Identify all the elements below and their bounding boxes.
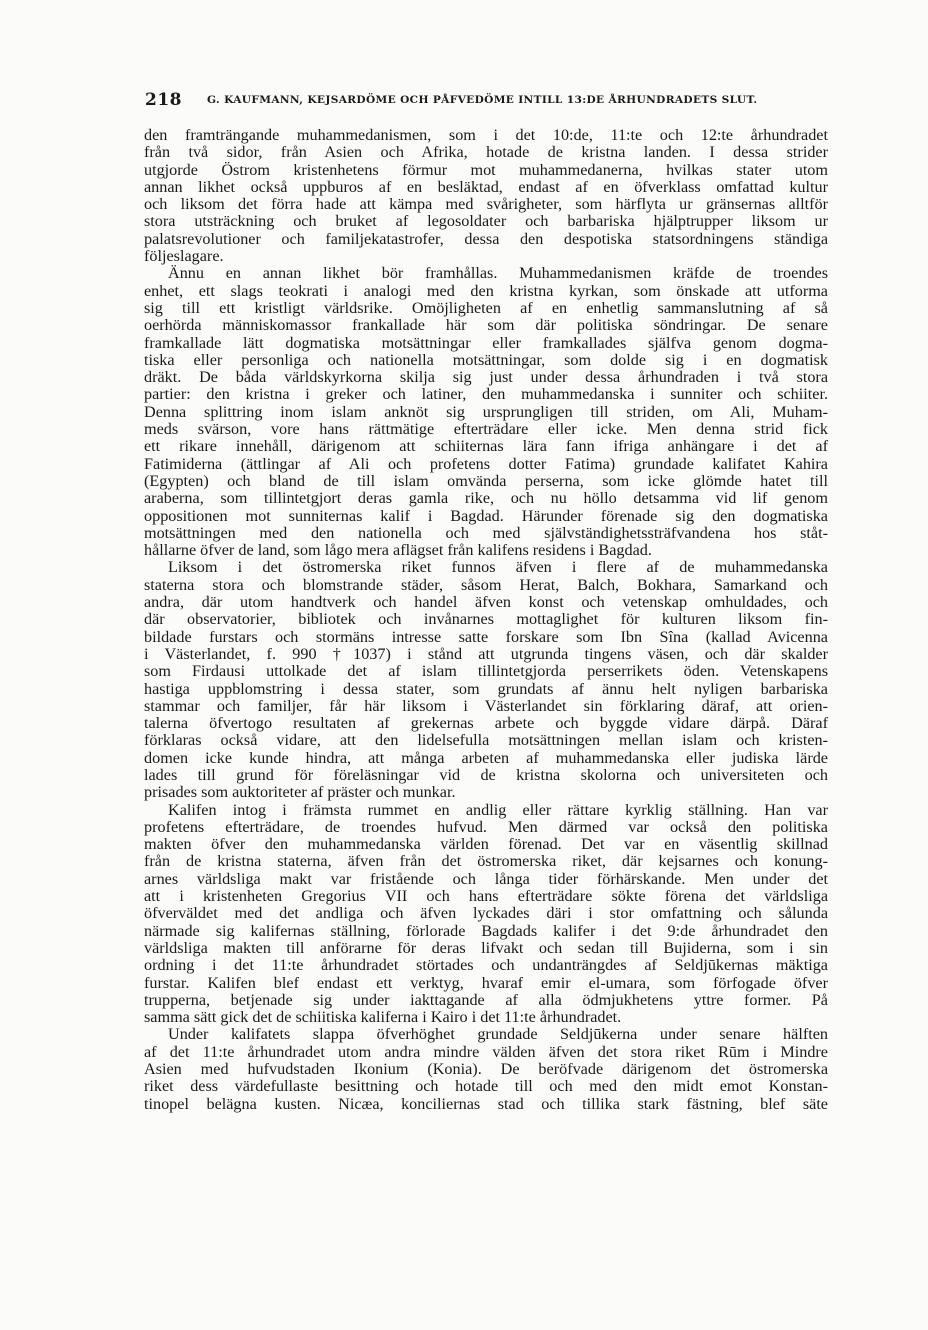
text-line: profetens efterträdare, de troendes hufvud. Men därmed var också den politiska [144, 817, 828, 836]
text-line: Ännu en annan likhet bör framhållas. Muhammedanismen kräfde de troendes [168, 264, 828, 283]
text-line: prisades som auktoriteter af präster och munkar. [144, 783, 456, 802]
text-line: Liksom i det östromerska riket funnos äfven i flere af de muhammedanska [168, 558, 828, 577]
text-line: trupperna, betjenade sig under iakttagande af alla ödmjukhetens yttre former. På [144, 990, 828, 1009]
text-line: sig till ett kristligt världsrike. Omöjligheten af en enhetlig sammanslutning af så [144, 298, 828, 317]
body-text [144, 127, 828, 1113]
text-line: Under kalifatets slappa öfverhöghet grundade Seldjūkerna under senare hälften [168, 1025, 828, 1044]
text-line: närmade sig kalifernas ställning, förlorade Bagdads kalifer i det 9:de århundradet den [144, 921, 828, 940]
text-line: utgjorde Östrom kristenhetens förmur mot muhammedanerna, hvilkas stater utom [144, 160, 828, 179]
text-line: oppositionen mot sunniternas kalif i Bagdad. Härunder förenade sig den dogmatiska [144, 506, 828, 525]
text-line: världsliga makten till anförarne för deras lifvakt och sedan till Bujiderna, som i sin [144, 938, 828, 957]
text-line: från två sidor, från Asien och Afrika, hotade de kristna landen. I dessa strider [144, 143, 828, 162]
text-line: den framträngande muhammedanismen, som i det 10:de, 11:te och 12:te århundradet [144, 126, 828, 144]
running-head: G. KAUFMANN, KEJSARDÖME OCH PÅFVEDÖME INTILL 13:DE ÅRHUNDRADETS SLUT. [207, 94, 758, 106]
text-line: ett rikare innehåll, därigenom att schiiternas lära fann ifriga anhängare i det af [144, 437, 828, 456]
text-line: palatsrevolutioner och familjekatastrofer, dessa den despotiska statsordningens ständiga [144, 229, 828, 248]
text-line: ordning i det 11:te århundradet störtades och undanträngdes af Seldjūkernas mäktiga [144, 956, 828, 975]
text-line: där observatorier, bibliotek och invånarnes mottaglighet för kulturen liksom fin- [144, 610, 828, 629]
text-line: af det 11:te århundradet utom andra mindre välden äfven det stora riket Rūm i Mindre [144, 1042, 828, 1061]
page-header [145, 90, 835, 110]
text-line: stora utsträckning och bruket af legosoldater och barbariska hjälptrupper liksom ur [144, 212, 828, 231]
text-line: (Egypten) och bland de till islam omvända perserna, som icke glömde hatet till [144, 471, 828, 490]
text-line: andra, där utom handtverk och handel äfven konst och vetenskap omhuldades, och [144, 593, 828, 612]
text-line: öfverväldet med det andliga och äfven lyckades däri i stor omfattning och sålunda [144, 904, 828, 923]
text-line: i Västerlandet, f. 990 †1037) i stånd att utgrunda tingens väsen, och där skalder [144, 644, 828, 663]
text-line: Denna splittring inom islam anknöt sig ursprungligen till striden, om Ali, Muham- [144, 402, 828, 421]
text-line: att i kristenheten Gregorius VII och hans efterträdare sökte förena det världsliga [144, 887, 828, 906]
page-number: 218 [145, 90, 182, 110]
text-line: arnes världsliga makt var fristående och långa tider förhärskande. Men under det [144, 869, 828, 888]
text-line: partier: den kristna i greker och latiner, den muhammedanska i sunniter och schiiter. [144, 385, 828, 404]
text-line: och liksom det förra hade att kämpa med svårigheter, som härflyta ur gränsernas alltför [144, 195, 828, 214]
text-line: tiska eller personliga och nationella motsättningar, som dolde sig i en dogmatisk [144, 350, 828, 369]
text-line: talerna öfvertogo resultaten af grekernas arbete och byggde vidare därpå. Däraf [144, 714, 828, 733]
text-line: stammar och familjer, får här liksom i Västerlandet sin förklaring däraf, att orien- [144, 696, 828, 715]
text-line: tinopel belägna kusten. Nicæa, konciliernas stad och tillika stark fästning, blef säte [144, 1094, 828, 1113]
text-line: Fatimiderna (ättlingar af Ali och profetens dotter Fatima) grundade kalifatet Kahira [144, 454, 828, 473]
text-line: bildade furstars och stormäns intresse satte forskare som Ibn Sîna (kallad Avicenna [144, 627, 828, 646]
text-line: furstar. Kalifen blef endast ett verktyg, hvaraf emir el-umara, som förfogade öfver [144, 973, 828, 992]
text-line: förklaras också vidare, att den lidelsefulla motsättningen mellan islam och kristen- [144, 731, 828, 750]
text-line: från de kristna staterna, äfven från det östromerska riket, där kejsarnes och konung- [144, 852, 828, 871]
text-line: dräkt. De båda världskyrkorna skilja sig just under dessa århundraden i två stora [144, 368, 828, 387]
text-line: samma sätt gick det de schiitiska kaliferna i Kairo i det 11:te århundradet. [144, 1008, 622, 1027]
text-line: hållarne öfver de land, som lågo mera aflägset från kalifens residens i Bagdad. [144, 541, 652, 560]
text-line: annan likhet också uppburos af en besläktad, endast af en öfverklass omfattad kultur [144, 177, 828, 196]
text-line: meds svärson, vore hans rättmätige efterträdare eller icke. Men denna strid fick [144, 420, 828, 439]
text-line: Kalifen intog i främsta rummet en andlig eller rättare kyrklig ställning. Han var [168, 800, 828, 819]
text-line: enhet, ett slags teokrati i analogi med den kristna kyrkan, som önskade att utforma [144, 281, 828, 300]
text-line: makten öfver den muhammedanska världen förenad. Det var en väsentlig skillnad [144, 835, 828, 854]
text-line: framkallade lätt dogmatiska motsättningar eller framkallades själfva genom dogma- [144, 333, 828, 352]
text-line: domen icke kunde hindra, att många arbeten af muhammedanska eller judiska lärde [144, 748, 828, 767]
text-line: som Firdausi uttolkade det af islam tillintetgjorda perserrikets öden. Vetenskapens [144, 662, 828, 681]
text-line: hastiga uppblomstring i dessa stater, som grundats af ännu helt nyligen barbariska [144, 679, 828, 698]
text-line: lades till grund för föreläsningar vid de kristna skolorna och universiteten och [144, 765, 828, 784]
text-line: oerhörda människomassor frankallade här som där politiska söndringar. De senare [144, 316, 828, 335]
text-line: araberna, som tillintetgjort deras gamla rike, och nu höllo detsamma vid lif genom [144, 489, 828, 508]
text-line: Asien med hufvudstaden Ikonium (Konia). De beröfvade därigenom det östromerska [144, 1060, 828, 1079]
text-line: följeslagare. [144, 247, 224, 266]
text-line: motsättningen med den nationella och med självständighetssträfvandena hos ståt- [144, 523, 828, 542]
text-line: staterna stora och blomstrande städer, såsom Herat, Balch, Bokhara, Samarkand och [144, 575, 828, 594]
text-line: riket dess värdefullaste besittning och hotade till och med den midt emot Konstan- [144, 1077, 828, 1096]
